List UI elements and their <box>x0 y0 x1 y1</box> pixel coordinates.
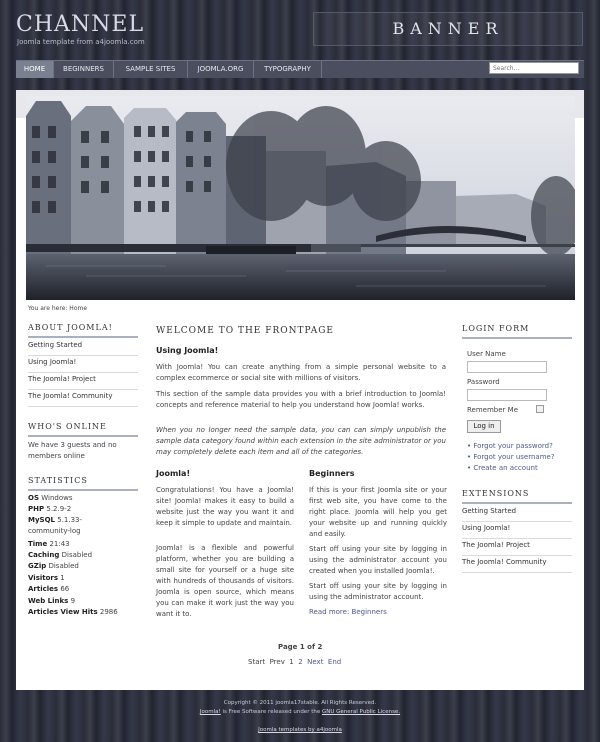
header-photo <box>26 96 575 300</box>
forgot-password-link[interactable]: • Forgot your password? <box>467 442 553 450</box>
footer-gpl-link[interactable]: GNU General Public License. <box>321 709 401 715</box>
site-logo-title[interactable]: CHANNEL <box>16 12 145 37</box>
divider <box>28 435 138 437</box>
divider <box>28 489 138 491</box>
site-logo-subtitle: Joomla template from a4joomla.com <box>17 38 145 46</box>
password-input[interactable] <box>467 389 547 401</box>
nav-item-beginners[interactable]: BEGINNERS <box>54 61 114 78</box>
about-menu-item-joomla-community[interactable]: The Joomla! Community <box>28 390 138 407</box>
pager-end[interactable]: End <box>327 658 342 666</box>
username-label: User Name <box>467 350 506 358</box>
stat-gzip: GZip Disabled <box>28 562 79 570</box>
stat-articles: Articles 66 <box>28 585 70 593</box>
footer-copyright: Copyright © 2011 joomla17stable. All Rights Reserved. <box>223 700 377 706</box>
page-counter: Page 1 of 2 <box>278 643 323 651</box>
intro-paragraph-3: When you no longer need the sample data, you can can simply unpublish the sample data category found within each extension in the site administrator or you may completely delete each item and all of the categories. <box>156 426 446 456</box>
footer-credit <box>0 727 600 733</box>
stat-php: PHP 5.2.9-2 <box>28 505 72 513</box>
pager-prev: Prev <box>269 658 285 666</box>
joomla-heading[interactable]: Joomla! <box>156 469 191 478</box>
beginners-paragraph-1: If this is your first Joomla site or your first web site, you have come to the right place. Joomla will help you get your website up and running quickly and easily. <box>309 486 447 538</box>
footer-license-text: is Free Software released under the <box>220 709 322 715</box>
pager-page-2[interactable]: 2 <box>298 658 303 666</box>
intro-heading[interactable]: Using Joomla! <box>156 346 219 355</box>
stat-web-links: Web Links 9 <box>28 597 76 605</box>
nav-item-joomla-org[interactable]: JOOMLA.ORG <box>188 61 254 78</box>
nav-item-typography[interactable]: TYPOGRAPHY <box>254 61 322 78</box>
stat-mysql-cont: community-log <box>28 527 81 535</box>
footer <box>0 692 600 742</box>
nav-item-sample-sites[interactable]: SAMPLE SITES <box>114 61 188 78</box>
login-form-title: LOGIN FORM <box>462 324 530 333</box>
footer-credit-link[interactable]: Joomla templates by a4joomla <box>258 727 342 733</box>
intro-paragraph-2: This section of the sample data provides you with a brief introduction to Joomla! concepts and reference material to help you understand how Joomla! works. <box>156 390 446 409</box>
divider <box>462 337 572 339</box>
divider <box>462 502 572 504</box>
create-account-link[interactable]: • Create an account <box>467 464 538 472</box>
divider <box>28 336 138 338</box>
footer-license <box>0 709 600 715</box>
stat-caching: Caching Disabled <box>28 551 93 559</box>
whos-online-text: We have 3 guests and no members online <box>28 441 117 460</box>
pager-page-1: 1 <box>289 658 294 666</box>
canal-photo-illustration <box>26 96 575 300</box>
stat-mysql: MySQL 5.1.33- <box>28 516 83 524</box>
pager-next[interactable]: Next <box>307 658 324 666</box>
breadcrumb: You are here: Home <box>28 305 88 312</box>
beginners-paragraph-2: Start off using your site by logging in using the administrator account you created when you installed Joomla!. <box>309 545 447 575</box>
intro-paragraph-1: With Joomla! You can create anything from a simple personal website to a complex ecommerce or social site with millions of visitors. <box>156 363 446 382</box>
about-joomla-title: ABOUT JOOMLA! <box>28 323 113 332</box>
stat-time: Time 21:43 <box>28 540 70 548</box>
password-label: Password <box>467 378 500 386</box>
beginners-paragraph-3: Start off using your site by logging in using the administrator account. <box>309 582 447 601</box>
extensions-title: EXTENSIONS <box>462 489 530 498</box>
beginners-heading[interactable]: Beginners <box>309 469 355 478</box>
joomla-paragraph-1: Congratulations! You have a Joomla! site! Joomla! makes it easy to build a website just the way you want it and keep it simple to update and maintain. <box>156 486 294 527</box>
whos-online-title: WHO'S ONLINE <box>28 422 107 431</box>
extensions-menu-item-using-joomla[interactable]: Using Joomla! <box>462 522 572 539</box>
nav-item-home[interactable]: HOME <box>16 61 54 78</box>
header <box>0 0 600 60</box>
pager-start: Start <box>248 658 266 666</box>
remember-me-label: Remember Me <box>467 406 518 414</box>
login-button[interactable]: Log in <box>467 420 501 433</box>
stat-article-hits: Articles View Hits 2986 <box>28 608 118 616</box>
extensions-menu-item-getting-started[interactable]: Getting Started <box>462 505 572 522</box>
extensions-menu-item-joomla-community[interactable]: The Joomla! Community <box>462 556 572 573</box>
about-menu-item-getting-started[interactable]: Getting Started <box>28 339 138 356</box>
joomla-paragraph-2: Joomla! is a flexible and powerful platform, whether you are building a small site for yourself or a huge site with hundreds of thousands of visitors. Joomla is open source, which means you can make it work just the way you want it to. <box>156 544 294 618</box>
forgot-username-link[interactable]: • Forgot your username? <box>467 453 555 461</box>
username-input[interactable] <box>467 361 547 373</box>
stat-os: OS Windows <box>28 494 73 502</box>
footer-joomla-link[interactable]: Joomla! <box>199 709 221 715</box>
stat-visitors: Visitors 1 <box>28 574 65 582</box>
about-menu-item-joomla-project[interactable]: The Joomla! Project <box>28 373 138 390</box>
remember-me-checkbox[interactable] <box>536 405 544 413</box>
pagination <box>248 658 341 666</box>
statistics-title: STATISTICS <box>28 476 88 485</box>
read-more-link[interactable]: Read more: Beginners <box>309 608 387 616</box>
search-input[interactable] <box>489 62 579 74</box>
about-menu-item-using-joomla[interactable]: Using Joomla! <box>28 356 138 373</box>
page-title: WELCOME TO THE FRONTPAGE <box>156 326 334 336</box>
banner-ad[interactable]: BANNER <box>313 12 583 46</box>
extensions-menu-item-joomla-project[interactable]: The Joomla! Project <box>462 539 572 556</box>
